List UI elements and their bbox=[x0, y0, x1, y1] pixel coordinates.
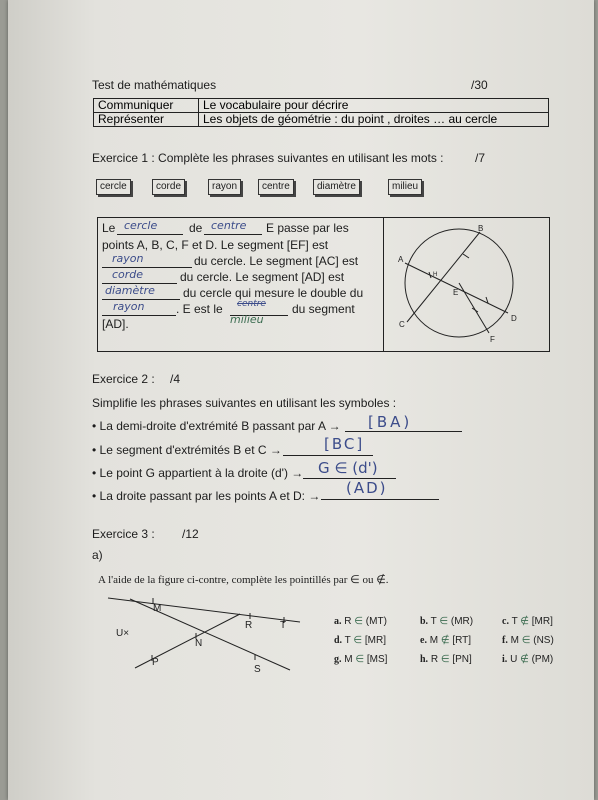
word-card: rayon bbox=[208, 179, 241, 195]
ex1-text: points A, B, C, F et D. Le segment [EF] est bbox=[102, 238, 329, 252]
point-label: U× bbox=[116, 628, 130, 639]
ex3-item: e. M ∉ [RT] bbox=[420, 635, 472, 646]
word-card: cercle bbox=[96, 179, 131, 195]
handwritten-answer: G ∈ (d') bbox=[318, 459, 378, 477]
ex1-text: du cercle. Le segment [AC] est bbox=[194, 254, 359, 268]
ex1-text: du cercle qui mesure le double du bbox=[183, 286, 364, 300]
handwritten-answer: centre bbox=[211, 219, 247, 232]
blank-line bbox=[345, 431, 462, 432]
handwritten-answer: corde bbox=[112, 268, 144, 281]
point-label: C bbox=[399, 320, 405, 329]
ex3-item: h. R ∈ [PN] bbox=[420, 654, 472, 665]
ex1-text: E passe par les bbox=[266, 221, 349, 235]
handwritten-answer: [BA) bbox=[368, 413, 413, 431]
ex3-item: b. T ∈ (MR) bbox=[420, 616, 474, 627]
table-row bbox=[94, 99, 549, 113]
ex3-item: i. U ∉ (PM) bbox=[502, 654, 554, 665]
ex3-item: c. T ∉ [MR] bbox=[502, 616, 553, 627]
ex1-text: de bbox=[189, 221, 203, 235]
ex3-score: /12 bbox=[182, 527, 199, 541]
ex2-item: • La droite passant par les points A et D: → bbox=[92, 489, 321, 503]
ex3-title: Exercice 3 : bbox=[92, 527, 155, 541]
point-label: H bbox=[433, 272, 438, 278]
ex1-text: du cercle. Le segment [AD] est bbox=[180, 270, 345, 284]
skill-cell: Communiquer bbox=[94, 99, 199, 113]
ex2-item: • Le point G appartient à la droite (d') → bbox=[92, 466, 304, 480]
box-divider bbox=[383, 218, 384, 351]
ex2-score: /4 bbox=[170, 372, 181, 386]
handwritten-answer: [BC] bbox=[324, 435, 365, 453]
blank-line bbox=[117, 234, 183, 235]
point-label: M bbox=[153, 603, 162, 614]
ex3-instruction: A l'aide de la figure ci-contre, complète les pointillés par ∈ ou ∉. bbox=[98, 574, 389, 586]
point-label: A bbox=[398, 255, 404, 264]
table-row bbox=[94, 113, 549, 127]
ex1-text: du segment bbox=[292, 302, 355, 316]
ex2-instruction: Simplifie les phrases suivantes en utilisant les symboles : bbox=[92, 396, 397, 410]
ex3-item: g. M ∈ [MS] bbox=[334, 654, 388, 665]
description-cell: Les objets de géométrie : du point , droites … au cercle bbox=[199, 113, 549, 127]
blank-line bbox=[283, 455, 373, 456]
handwritten-answer: cercle bbox=[124, 219, 158, 232]
test-title: Test de mathématiques bbox=[92, 78, 217, 92]
point-label: N bbox=[195, 638, 203, 649]
handwritten-answer: rayon bbox=[112, 252, 144, 265]
test-score: /30 bbox=[471, 78, 488, 92]
ex1-score: /7 bbox=[475, 151, 486, 165]
point-label: D bbox=[511, 314, 517, 323]
handwritten-answer: rayon bbox=[113, 300, 145, 313]
description-cell: Le vocabulaire pour décrire bbox=[199, 99, 549, 113]
word-card: milieu bbox=[388, 179, 422, 195]
ex2-item: • La demi-droite d'extrémité B passant par A → bbox=[92, 419, 341, 433]
ex3-item: d. T ∈ [MR] bbox=[334, 635, 386, 646]
blank-line bbox=[102, 315, 176, 316]
ex3-part: a) bbox=[92, 548, 103, 562]
ex2-title: Exercice 2 : bbox=[92, 372, 155, 386]
paper-sheet bbox=[8, 0, 594, 800]
handwritten-answer: (AD) bbox=[346, 479, 388, 497]
skill-cell: Représenter bbox=[94, 113, 199, 127]
handwritten-answer: diamètre bbox=[105, 284, 155, 297]
point-label: T bbox=[280, 620, 287, 631]
point-label: B bbox=[478, 224, 484, 233]
ex1-title: Exercice 1 : Complète les phrases suivantes en utilisant les mots : bbox=[92, 151, 444, 165]
point-label: F bbox=[490, 335, 495, 344]
ex3-item: f. M ∈ (NS) bbox=[502, 635, 554, 646]
blank-line bbox=[204, 234, 262, 235]
blank-line bbox=[321, 499, 439, 500]
ex1-text: . E est le bbox=[176, 302, 223, 316]
handwritten-answer-crossed: centre bbox=[237, 299, 266, 309]
handwritten-answer: milieu bbox=[230, 313, 264, 326]
word-card: centre bbox=[258, 179, 294, 195]
ex3-item: a. R ∈ (MT) bbox=[334, 616, 387, 627]
lines-figure bbox=[100, 592, 320, 677]
word-card: diamètre bbox=[313, 179, 360, 195]
point-label: S bbox=[254, 664, 261, 675]
ex1-text: Le bbox=[102, 221, 116, 235]
competences-table bbox=[93, 98, 549, 127]
point-label: R bbox=[245, 620, 253, 631]
word-card: corde bbox=[152, 179, 185, 195]
point-label: E bbox=[453, 288, 459, 297]
ex1-text: [AD]. bbox=[102, 317, 129, 331]
ex2-item: • Le segment d'extrémités B et C → bbox=[92, 443, 282, 457]
point-label: P bbox=[152, 657, 159, 668]
circle-figure bbox=[386, 219, 546, 349]
